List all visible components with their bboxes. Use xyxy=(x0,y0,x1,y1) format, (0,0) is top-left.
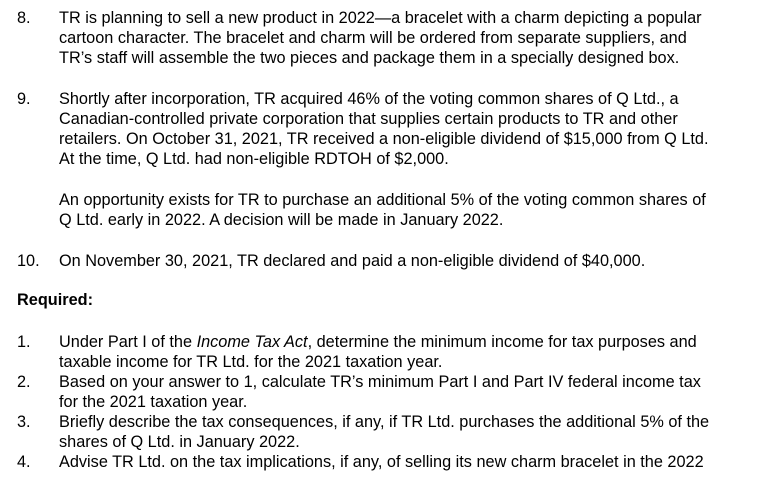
text-run: Under Part I of the xyxy=(59,333,197,351)
text-line: taxable income for TR Ltd. for the 2021 taxation year. xyxy=(59,353,443,371)
text-line: An opportunity exists for TR to purchase an additional 5% of the voting common shares of xyxy=(59,191,706,209)
text-line: On November 30, 2021, TR declared and paid a non-eligible dividend of $40,000. xyxy=(59,252,646,270)
text-line: shares of Q Ltd. in January 2022. xyxy=(59,433,300,451)
text-line: TR is planning to sell a new product in 2022—a bracelet with a charm depicting a popular xyxy=(59,9,702,27)
text-line: Briefly describe the tax consequences, if any, if TR Ltd. purchases the additional 5% of the xyxy=(59,413,710,431)
item-number: 9. xyxy=(17,90,31,108)
item-text xyxy=(59,190,771,230)
text-line: for the 2021 taxation year. xyxy=(59,393,248,411)
text-line: Canadian-controlled private corporation that supplies certain products to TR and other xyxy=(59,110,678,128)
text-line: Based on your answer to 1, calculate TR’s minimum Part I and Part IV federal income tax xyxy=(59,373,701,391)
text-run: , determine the minimum income for tax purposes and xyxy=(307,333,697,351)
item-text xyxy=(59,251,771,271)
item-number: 2. xyxy=(17,373,31,391)
text-line: Advise TR Ltd. on the tax implications, if any, of selling its new charm bracelet in the 2022 xyxy=(59,453,704,471)
item-text xyxy=(59,412,771,452)
text-line: retailers. On October 31, 2021, TR received a non-eligible dividend of $15,000 from Q Ltd. xyxy=(59,130,709,148)
required-heading: Required: xyxy=(17,291,93,309)
text-line: TR’s staff will assemble the two pieces and package them in a specially designed box. xyxy=(59,49,680,67)
item-text xyxy=(59,452,771,472)
text-line: Q Ltd. early in 2022. A decision will be made in January 2022. xyxy=(59,211,504,229)
text-line: Shortly after incorporation, TR acquired 46% of the voting common shares of Q Ltd., a xyxy=(59,90,679,108)
text-line: At the time, Q Ltd. had non-eligible RDTOH of $2,000. xyxy=(59,150,449,168)
item-number: 10. xyxy=(17,252,40,270)
item-number: 1. xyxy=(17,333,31,351)
item-text xyxy=(59,89,771,169)
item-number: 4. xyxy=(17,453,31,471)
text-line xyxy=(59,332,771,352)
item-text xyxy=(59,372,771,412)
item-text xyxy=(59,332,771,372)
item-number: 3. xyxy=(17,413,31,431)
item-text xyxy=(59,8,771,68)
text-line: cartoon character. The bracelet and charm will be ordered from separate suppliers, and xyxy=(59,29,687,47)
act-title: Income Tax Act xyxy=(196,333,308,351)
item-number: 8. xyxy=(17,9,31,27)
